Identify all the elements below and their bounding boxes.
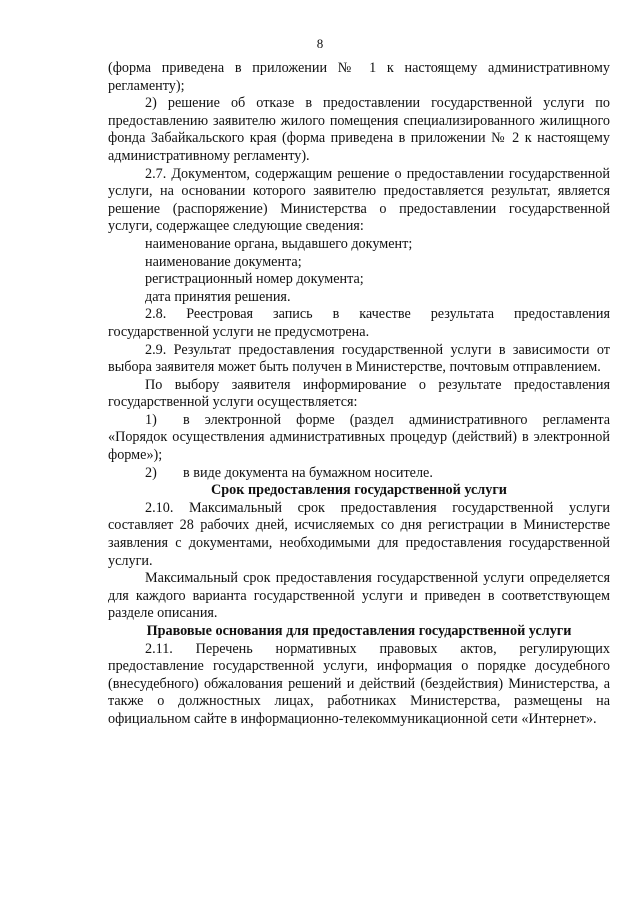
option-paper <box>108 465 610 483</box>
paragraph-2-7: 2.7. Документом, содержащим решение о предоставлении государственной услуги, на основании которого заявителю предоставляется результат, является решение (распоряжение) Министерства о предоставлении государственной услуги, содержащее следующие сведения: <box>108 165 610 235</box>
option-paper-number: 2) <box>145 464 157 481</box>
paragraph-refusal-decision: 2) решение об отказе в предоставлении государственной услуги по предоставлению заявителю жилого помещения специализированного жилищного фонда Забайкальского края (форма приведена в приложении № 2 к настоящему административному регламенту). <box>108 95 610 164</box>
option-electronic <box>108 412 610 465</box>
heading-service-term: Срок предоставления государственной услуги <box>211 482 507 499</box>
document-body <box>108 60 610 729</box>
option-electronic-text: в электронной форме (раздел административного регламента «Порядок осуществления административных процедур (действий) в электронной форме»); <box>108 411 610 464</box>
list-item-date: дата принятия решения. <box>145 288 291 305</box>
paragraph-2-8: 2.8. Реестровая запись в качестве результата предоставления государственной услуги не предусмотрена. <box>108 306 610 340</box>
paragraph-2-9: 2.9. Результат предоставления государственной услуги в зависимости от выбора заявителя может быть получен в Министерстве, почтовым отправлением. <box>108 341 610 376</box>
option-paper-text: в виде документа на бумажном носителе. <box>183 464 433 481</box>
paragraph-2-10: 2.10. Максимальный срок предоставления государственной услуги составляет 28 рабочих дней, исчисляемых со дня регистрации в Министерстве заявления с документами, необходимыми для предоставления государственной услуги. <box>108 499 610 569</box>
list-item-doc-name: наименование документа; <box>145 253 302 270</box>
paragraph-informing: По выбору заявителя информирование о результате предоставления государственной услуги осуществляется: <box>108 376 610 411</box>
paragraph-max-term: Максимальный срок предоставления государственной услуги определяется для каждого варианта государственной услуги и приведен в соответствующем разделе описания. <box>108 570 610 622</box>
option-electronic-number: 1) <box>145 411 157 428</box>
heading-legal-basis: Правовые основания для предоставления государственной услуги <box>146 623 572 639</box>
list-item-issuer: наименование органа, выдавшего документ; <box>145 235 413 252</box>
paragraph-form-note: (форма приведена в приложении № 1 к настоящему административному регламенту); <box>108 60 610 94</box>
list-item-reg-number: регистрационный номер документа; <box>145 271 364 288</box>
page-number: 8 <box>316 36 324 51</box>
paragraph-2-11: 2.11. Перечень нормативных правовых актов, регулирующих предоставление государственной услуги, информация о порядке досудебного (внесудебного) обжалования решений и действий (бездействия) Министерства, а также о должностных лицах, работниках Министерства, размещены на официальном сайте в информационно-телекоммуникационной сети «Интернет». <box>108 640 610 727</box>
